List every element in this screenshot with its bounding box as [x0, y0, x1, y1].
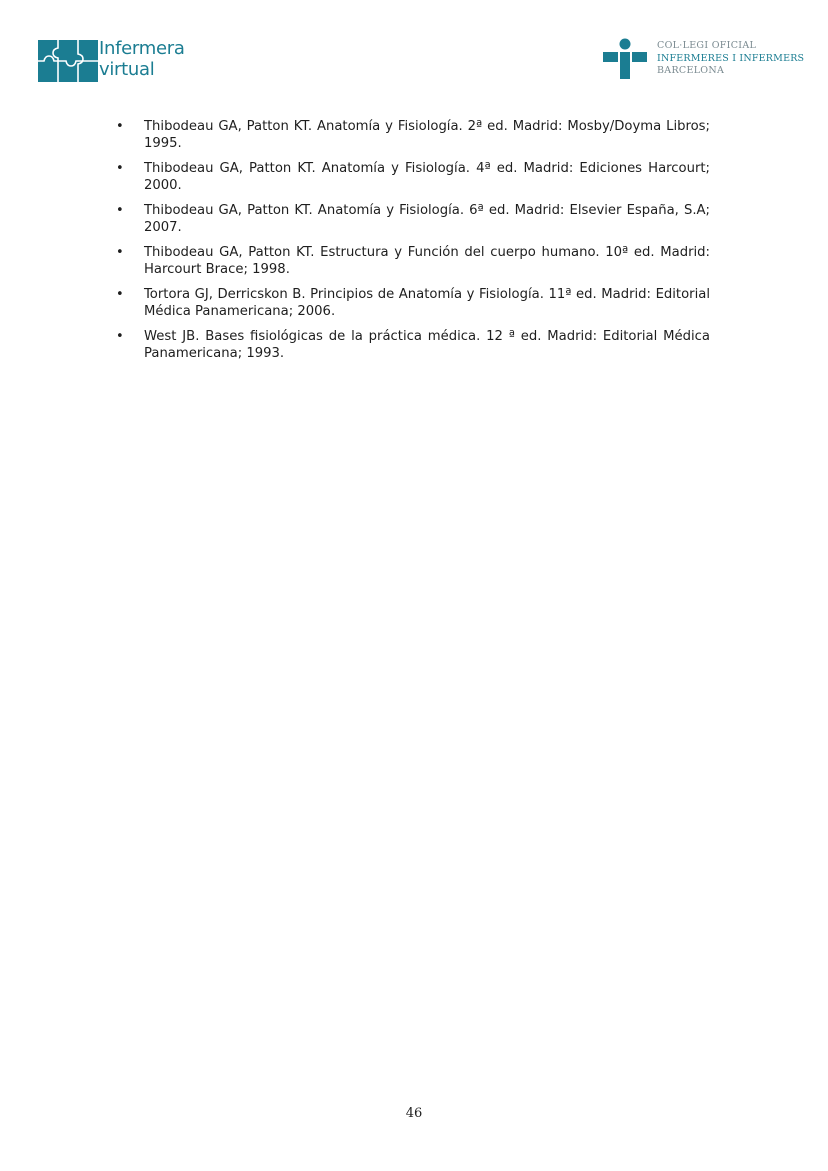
brand-name — [99, 38, 185, 80]
nurse-cross-icon — [603, 38, 647, 84]
reference-item — [116, 161, 710, 194]
college-line-2: INFERMERES I INFERMERS — [657, 52, 805, 64]
bullet: • — [116, 287, 124, 302]
reference-item — [116, 245, 710, 278]
bullet: • — [116, 161, 124, 176]
college-logo — [603, 38, 803, 84]
bullet: • — [116, 203, 124, 218]
infermera-virtual-logo — [38, 38, 198, 84]
college-line-1: COL·LEGI OFICIAL — [657, 40, 757, 51]
page-number: 46 — [405, 1106, 423, 1121]
reference-text: Thibodeau GA, Patton KT. Anatomía y Fisiología. 6ª ed. Madrid: Elsevier España, S.A; 2007. — [144, 203, 710, 235]
bullet: • — [116, 119, 124, 134]
college-name — [657, 40, 804, 78]
reference-text: Thibodeau GA, Patton KT. Estructura y Función del cuerpo humano. 10ª ed. Madrid: Harcourt Brace; 1998. — [144, 245, 710, 277]
puzzle-pieces-icon — [38, 40, 98, 82]
reference-text: Thibodeau GA, Patton KT. Anatomía y Fisiología. 4ª ed. Madrid: Ediciones Harcourt; 2000. — [144, 161, 710, 193]
reference-list — [116, 119, 710, 371]
brand-line-2: virtual — [99, 59, 155, 80]
reference-text: Tortora GJ, Derricskon B. Principios de Anatomía y Fisiología. 11ª ed. Madrid: Editorial Médica Panamericana; 2006. — [144, 287, 710, 319]
brand-line-1: Infermera — [99, 38, 185, 59]
reference-text: West JB. Bases fisiológicas de la práctica médica. 12 ª ed. Madrid: Editorial Médica Panamericana; 1993. — [144, 329, 710, 361]
reference-item — [116, 287, 710, 320]
bullet: • — [116, 329, 124, 344]
reference-item — [116, 203, 710, 236]
college-line-3: BARCELONA — [657, 65, 725, 76]
reference-item — [116, 119, 710, 152]
reference-item — [116, 329, 710, 362]
reference-text: Thibodeau GA, Patton KT. Anatomía y Fisiología. 2ª ed. Madrid: Mosby/Doyma Libros; 1995. — [144, 119, 710, 151]
page-header — [0, 0, 828, 100]
bullet: • — [116, 245, 124, 260]
